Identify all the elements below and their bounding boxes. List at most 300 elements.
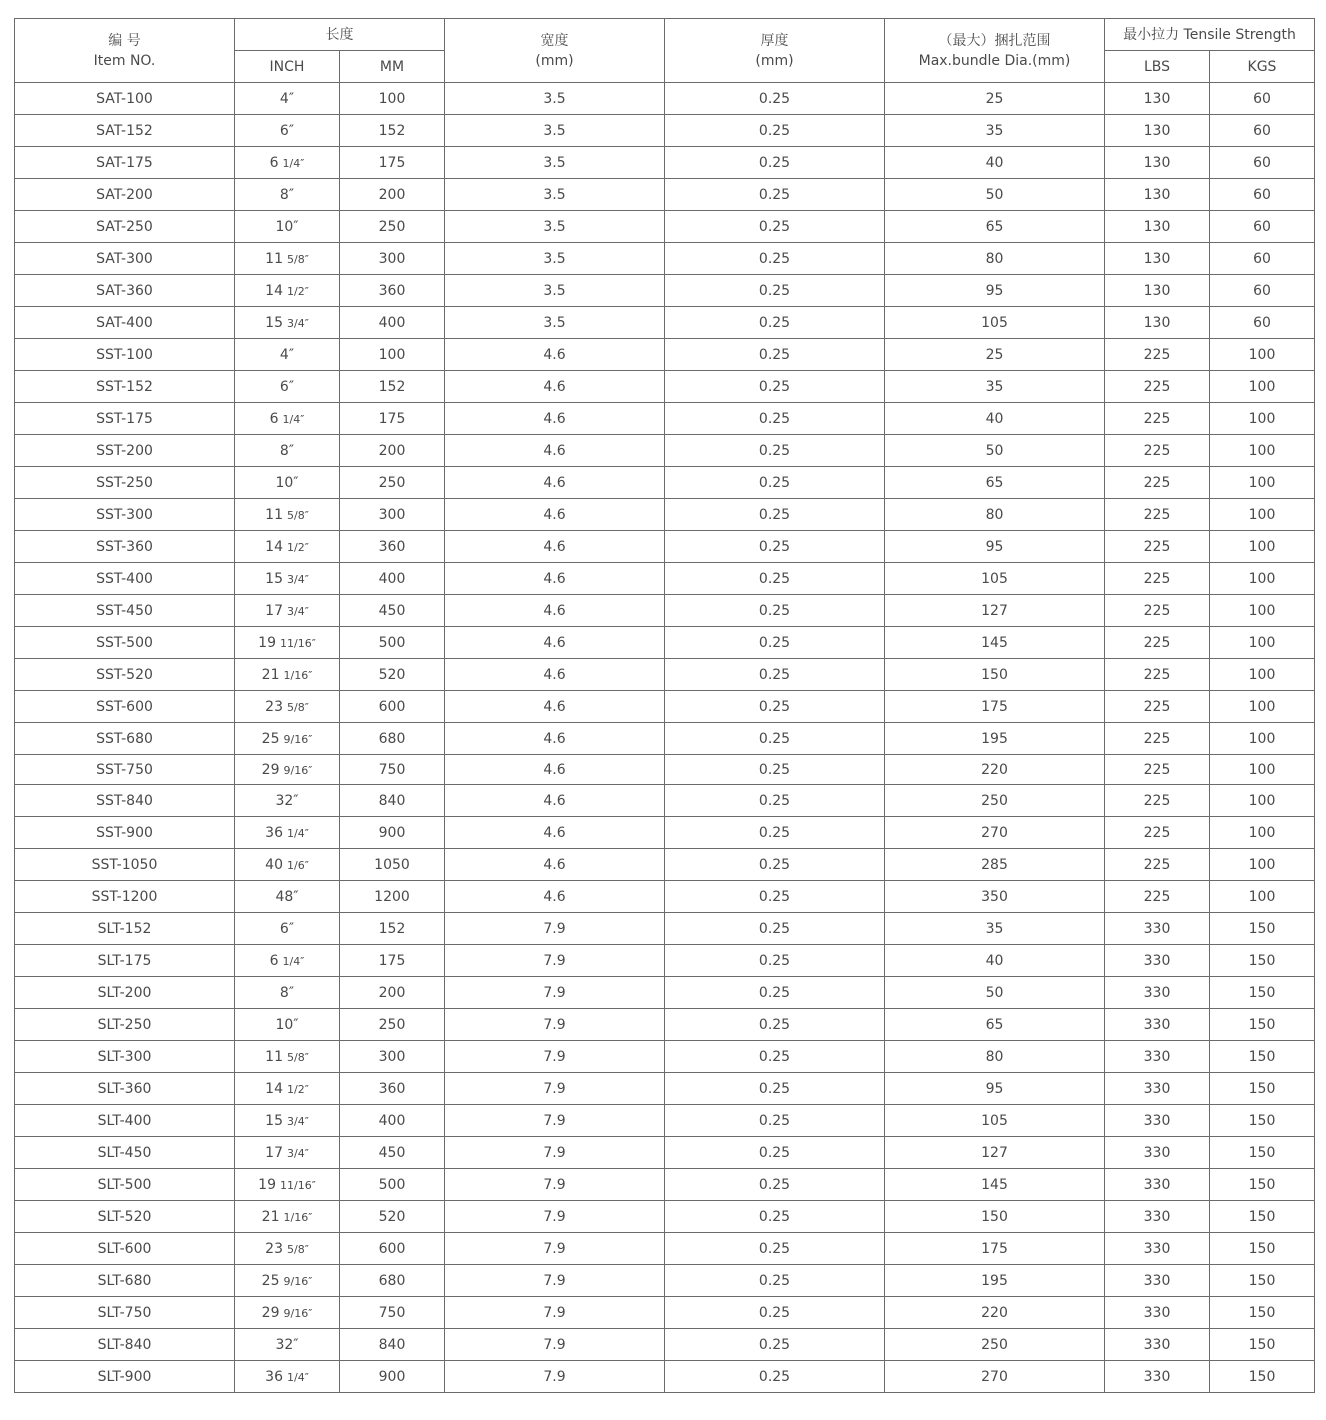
- cell-bundle: 25: [885, 339, 1105, 371]
- cell-thickness: 0.25: [665, 913, 885, 945]
- cell-thickness: 0.25: [665, 881, 885, 913]
- cell-inch: [235, 211, 340, 243]
- cell-item: SST-450: [15, 595, 235, 627]
- cell-inch-fraction: 1/16″: [283, 1210, 313, 1224]
- cell-thickness: 0.25: [665, 1041, 885, 1073]
- cell-inch: [235, 1041, 340, 1073]
- header-width: [445, 19, 665, 83]
- table-body: [15, 83, 1315, 1393]
- cell-item: SST-600: [15, 691, 235, 723]
- cell-bundle: 105: [885, 1105, 1105, 1137]
- cell-width: 4.6: [445, 371, 665, 403]
- cell-thickness: 0.25: [665, 307, 885, 339]
- header-thickness: [665, 19, 885, 83]
- cell-lbs: 225: [1105, 467, 1210, 499]
- cell-item: SAT-100: [15, 83, 235, 115]
- cell-kgs: 60: [1210, 179, 1315, 211]
- cell-thickness: 0.25: [665, 275, 885, 307]
- cell-thickness: 0.25: [665, 83, 885, 115]
- cell-inch-fraction: 5/8″: [287, 700, 309, 714]
- header-width-unit: (mm): [535, 52, 574, 69]
- cell-kgs: 100: [1210, 339, 1315, 371]
- cell-bundle: 250: [885, 785, 1105, 817]
- cell-width: 4.6: [445, 339, 665, 371]
- cell-bundle: 195: [885, 723, 1105, 755]
- cell-inch: [235, 179, 340, 211]
- header-bundle: [885, 19, 1105, 83]
- cell-item: SLT-152: [15, 913, 235, 945]
- cell-width: 4.6: [445, 755, 665, 785]
- cell-inch-fraction: 5/8″: [287, 508, 309, 522]
- table-row: [15, 595, 1315, 627]
- table-row: [15, 499, 1315, 531]
- cell-thickness: 0.25: [665, 147, 885, 179]
- cell-inch: [235, 881, 340, 913]
- cell-bundle: 175: [885, 691, 1105, 723]
- table-row: [15, 691, 1315, 723]
- table-row: [15, 211, 1315, 243]
- cell-mm: 250: [340, 1009, 445, 1041]
- cell-kgs: 150: [1210, 1105, 1315, 1137]
- cell-width: 4.6: [445, 531, 665, 563]
- cell-lbs: 225: [1105, 371, 1210, 403]
- header-tensile-kgs: KGS: [1210, 51, 1315, 83]
- cell-width: 7.9: [445, 1201, 665, 1233]
- cell-item: SAT-152: [15, 115, 235, 147]
- header-tensile-lbs: LBS: [1105, 51, 1210, 83]
- cell-lbs: 130: [1105, 179, 1210, 211]
- cell-kgs: 100: [1210, 435, 1315, 467]
- cell-lbs: 225: [1105, 849, 1210, 881]
- cell-bundle: 50: [885, 977, 1105, 1009]
- cell-item: SST-175: [15, 403, 235, 435]
- cell-thickness: 0.25: [665, 531, 885, 563]
- cell-bundle: 350: [885, 881, 1105, 913]
- cell-item: SST-1050: [15, 849, 235, 881]
- header-length: 长度: [235, 19, 445, 51]
- cell-mm: 250: [340, 211, 445, 243]
- cell-bundle: 80: [885, 1041, 1105, 1073]
- cell-inch: [235, 785, 340, 817]
- cell-width: 4.6: [445, 627, 665, 659]
- cell-item: SLT-520: [15, 1201, 235, 1233]
- table-row: [15, 1105, 1315, 1137]
- cell-width: 7.9: [445, 945, 665, 977]
- cell-bundle: 127: [885, 595, 1105, 627]
- table-header: [15, 19, 1315, 83]
- cell-thickness: 0.25: [665, 785, 885, 817]
- cell-inch-fraction: 1/2″: [287, 284, 309, 298]
- cell-width: 7.9: [445, 1041, 665, 1073]
- cell-thickness: 0.25: [665, 563, 885, 595]
- cell-width: 3.5: [445, 307, 665, 339]
- cell-inch-whole: 4″: [279, 346, 295, 363]
- cell-mm: 900: [340, 817, 445, 849]
- cell-inch: [235, 435, 340, 467]
- cell-mm: 200: [340, 977, 445, 1009]
- cell-inch-whole: 6″: [279, 920, 295, 937]
- cell-width: 7.9: [445, 1265, 665, 1297]
- cell-mm: 600: [340, 691, 445, 723]
- table-row: [15, 755, 1315, 785]
- cell-lbs: 130: [1105, 115, 1210, 147]
- cell-bundle: 250: [885, 1329, 1105, 1361]
- cell-width: 3.5: [445, 147, 665, 179]
- cell-mm: 680: [340, 723, 445, 755]
- cell-thickness: 0.25: [665, 817, 885, 849]
- table-row: [15, 1265, 1315, 1297]
- cell-inch: [235, 307, 340, 339]
- cell-item: SAT-175: [15, 147, 235, 179]
- cell-width: 7.9: [445, 1073, 665, 1105]
- cell-inch-whole: 10″: [275, 474, 299, 491]
- cell-inch: [235, 977, 340, 1009]
- cell-width: 4.6: [445, 723, 665, 755]
- cell-mm: 750: [340, 1297, 445, 1329]
- cell-lbs: 330: [1105, 945, 1210, 977]
- cell-lbs: 330: [1105, 1265, 1210, 1297]
- cell-bundle: 127: [885, 1137, 1105, 1169]
- cell-width: 3.5: [445, 115, 665, 147]
- cell-inch: [235, 849, 340, 881]
- cell-width: 3.5: [445, 179, 665, 211]
- header-tensile: 最小拉力 Tensile Strength: [1105, 19, 1315, 51]
- cell-inch-whole: 19: [258, 634, 276, 651]
- cell-item: SLT-450: [15, 1137, 235, 1169]
- cell-kgs: 100: [1210, 723, 1315, 755]
- cell-width: 7.9: [445, 1169, 665, 1201]
- cell-item: SST-750: [15, 755, 235, 785]
- cell-thickness: 0.25: [665, 339, 885, 371]
- cell-item: SAT-360: [15, 275, 235, 307]
- header-item-en: Item NO.: [93, 52, 156, 69]
- cell-mm: 300: [340, 1041, 445, 1073]
- cell-bundle: 150: [885, 1201, 1105, 1233]
- table-row: [15, 243, 1315, 275]
- header-length-mm: MM: [340, 51, 445, 83]
- cell-bundle: 40: [885, 403, 1105, 435]
- cell-inch: [235, 1105, 340, 1137]
- cell-mm: 1200: [340, 881, 445, 913]
- table-row: [15, 531, 1315, 563]
- cell-inch-whole: 6″: [279, 122, 295, 139]
- cell-lbs: 225: [1105, 403, 1210, 435]
- cell-thickness: 0.25: [665, 1105, 885, 1137]
- cell-inch-whole: 8″: [279, 442, 295, 459]
- cell-kgs: 60: [1210, 83, 1315, 115]
- cell-kgs: 60: [1210, 211, 1315, 243]
- table-row: [15, 723, 1315, 755]
- table-row: [15, 977, 1315, 1009]
- cell-inch: [235, 339, 340, 371]
- table-row: [15, 115, 1315, 147]
- table-row: [15, 659, 1315, 691]
- cell-thickness: 0.25: [665, 945, 885, 977]
- cell-mm: 152: [340, 913, 445, 945]
- cell-inch: [235, 755, 340, 785]
- table-row: [15, 179, 1315, 211]
- cell-item: SST-1200: [15, 881, 235, 913]
- table-row: [15, 881, 1315, 913]
- cell-lbs: 225: [1105, 659, 1210, 691]
- cell-thickness: 0.25: [665, 691, 885, 723]
- table-row: [15, 83, 1315, 115]
- cell-inch-whole: 8″: [279, 984, 295, 1001]
- cell-lbs: 330: [1105, 1041, 1210, 1073]
- cell-inch-fraction: 9/16″: [283, 1306, 313, 1320]
- cell-width: 3.5: [445, 211, 665, 243]
- cell-lbs: 130: [1105, 83, 1210, 115]
- cell-inch-fraction: 9/16″: [283, 763, 313, 777]
- cell-item: SST-100: [15, 339, 235, 371]
- cell-lbs: 225: [1105, 339, 1210, 371]
- cell-kgs: 150: [1210, 1265, 1315, 1297]
- cell-bundle: 50: [885, 179, 1105, 211]
- cell-thickness: 0.25: [665, 211, 885, 243]
- cell-bundle: 145: [885, 627, 1105, 659]
- cell-bundle: 95: [885, 275, 1105, 307]
- cell-kgs: 150: [1210, 1137, 1315, 1169]
- cell-bundle: 150: [885, 659, 1105, 691]
- cell-width: 4.6: [445, 785, 665, 817]
- cell-inch-whole: 11: [265, 506, 283, 523]
- cell-inch-whole: 15: [265, 570, 283, 587]
- cell-inch: [235, 1201, 340, 1233]
- cell-inch-whole: 10″: [275, 218, 299, 235]
- cell-inch-whole: 8″: [279, 186, 295, 203]
- cell-kgs: 60: [1210, 147, 1315, 179]
- cell-thickness: 0.25: [665, 371, 885, 403]
- cell-inch-whole: 14: [265, 282, 283, 299]
- cell-inch-fraction: 5/8″: [287, 1242, 309, 1256]
- cell-kgs: 100: [1210, 371, 1315, 403]
- cell-kgs: 100: [1210, 691, 1315, 723]
- cell-inch-whole: 36: [265, 1368, 283, 1385]
- cell-bundle: 145: [885, 1169, 1105, 1201]
- cell-inch: [235, 467, 340, 499]
- cell-item: SAT-400: [15, 307, 235, 339]
- table-row: [15, 339, 1315, 371]
- cell-inch-whole: 40: [265, 856, 283, 873]
- cell-inch: [235, 1137, 340, 1169]
- cell-thickness: 0.25: [665, 435, 885, 467]
- cell-thickness: 0.25: [665, 179, 885, 211]
- cell-inch-whole: 21: [261, 1208, 280, 1225]
- cell-inch: [235, 1073, 340, 1105]
- cell-thickness: 0.25: [665, 1297, 885, 1329]
- cell-inch-fraction: 1/2″: [287, 540, 309, 554]
- cell-mm: 152: [340, 371, 445, 403]
- cell-item: SLT-360: [15, 1073, 235, 1105]
- cell-inch: [235, 275, 340, 307]
- cell-inch-fraction: 5/8″: [287, 1050, 309, 1064]
- table-row: [15, 147, 1315, 179]
- cell-mm: 250: [340, 467, 445, 499]
- cell-width: 7.9: [445, 913, 665, 945]
- cell-width: 4.6: [445, 403, 665, 435]
- cell-lbs: 130: [1105, 243, 1210, 275]
- cell-bundle: 270: [885, 817, 1105, 849]
- cell-inch-whole: 17: [265, 1144, 283, 1161]
- table-row: [15, 1009, 1315, 1041]
- cell-width: 7.9: [445, 1105, 665, 1137]
- cell-width: 4.6: [445, 849, 665, 881]
- cell-width: 7.9: [445, 1361, 665, 1393]
- cell-inch-fraction: 11/16″: [280, 636, 316, 650]
- cell-thickness: 0.25: [665, 1329, 885, 1361]
- cell-inch-whole: 32″: [275, 1336, 299, 1353]
- cell-bundle: 65: [885, 467, 1105, 499]
- cell-inch-fraction: 9/16″: [283, 732, 313, 746]
- cell-width: 4.6: [445, 435, 665, 467]
- table-row: [15, 785, 1315, 817]
- table-row: [15, 371, 1315, 403]
- cell-inch: [235, 1233, 340, 1265]
- cell-thickness: 0.25: [665, 1361, 885, 1393]
- cell-width: 7.9: [445, 1009, 665, 1041]
- table-row: [15, 1169, 1315, 1201]
- cell-bundle: 65: [885, 211, 1105, 243]
- cell-thickness: 0.25: [665, 1137, 885, 1169]
- cell-inch: [235, 1297, 340, 1329]
- cell-lbs: 225: [1105, 723, 1210, 755]
- cell-lbs: 225: [1105, 499, 1210, 531]
- cell-mm: 152: [340, 115, 445, 147]
- cell-thickness: 0.25: [665, 627, 885, 659]
- cell-thickness: 0.25: [665, 755, 885, 785]
- cell-inch-fraction: 1/16″: [283, 668, 313, 682]
- cell-mm: 300: [340, 499, 445, 531]
- table-row: [15, 307, 1315, 339]
- cell-inch-whole: 17: [265, 602, 283, 619]
- cell-lbs: 225: [1105, 755, 1210, 785]
- cell-width: 4.6: [445, 563, 665, 595]
- cell-mm: 520: [340, 1201, 445, 1233]
- cell-inch: [235, 403, 340, 435]
- cell-inch-whole: 6″: [279, 378, 295, 395]
- cell-inch: [235, 723, 340, 755]
- cell-bundle: 65: [885, 1009, 1105, 1041]
- cell-inch: [235, 1361, 340, 1393]
- cell-inch-whole: 25: [261, 730, 280, 747]
- cell-kgs: 150: [1210, 1169, 1315, 1201]
- cell-inch-fraction: 5/8″: [287, 252, 309, 266]
- cell-inch: [235, 1009, 340, 1041]
- cell-inch-whole: 29: [261, 1304, 280, 1321]
- cell-lbs: 225: [1105, 595, 1210, 627]
- cell-bundle: 95: [885, 531, 1105, 563]
- cell-inch-fraction: 1/2″: [287, 1082, 309, 1096]
- cell-kgs: 100: [1210, 849, 1315, 881]
- cell-kgs: 150: [1210, 1041, 1315, 1073]
- table-row: [15, 467, 1315, 499]
- cell-inch-whole: 48″: [275, 888, 299, 905]
- cell-item: SLT-600: [15, 1233, 235, 1265]
- cell-width: 7.9: [445, 1137, 665, 1169]
- cell-lbs: 330: [1105, 1009, 1210, 1041]
- cell-width: 7.9: [445, 977, 665, 1009]
- cell-bundle: 80: [885, 499, 1105, 531]
- cell-inch-fraction: 3/4″: [287, 572, 309, 586]
- cell-thickness: 0.25: [665, 1201, 885, 1233]
- table-row: [15, 275, 1315, 307]
- cell-thickness: 0.25: [665, 659, 885, 691]
- cell-inch: [235, 595, 340, 627]
- cell-mm: 840: [340, 785, 445, 817]
- cell-bundle: 195: [885, 1265, 1105, 1297]
- cell-mm: 200: [340, 179, 445, 211]
- cell-mm: 175: [340, 945, 445, 977]
- cell-item: SST-152: [15, 371, 235, 403]
- cell-kgs: 100: [1210, 595, 1315, 627]
- cell-inch-whole: 29: [261, 761, 280, 778]
- cell-inch-fraction: 3/4″: [287, 1146, 309, 1160]
- cell-kgs: 100: [1210, 755, 1315, 785]
- cell-kgs: 150: [1210, 1009, 1315, 1041]
- cell-kgs: 150: [1210, 945, 1315, 977]
- cell-lbs: 225: [1105, 785, 1210, 817]
- cell-mm: 600: [340, 1233, 445, 1265]
- cell-thickness: 0.25: [665, 499, 885, 531]
- cell-kgs: 150: [1210, 1329, 1315, 1361]
- cell-thickness: 0.25: [665, 1169, 885, 1201]
- cell-lbs: 130: [1105, 147, 1210, 179]
- cell-lbs: 225: [1105, 563, 1210, 595]
- cell-inch: [235, 659, 340, 691]
- cell-kgs: 100: [1210, 881, 1315, 913]
- cell-inch-whole: 23: [265, 698, 283, 715]
- cell-kgs: 100: [1210, 531, 1315, 563]
- cell-bundle: 80: [885, 243, 1105, 275]
- cell-kgs: 100: [1210, 499, 1315, 531]
- cell-mm: 175: [340, 403, 445, 435]
- cell-mm: 360: [340, 1073, 445, 1105]
- cell-inch-whole: 25: [261, 1272, 280, 1289]
- cell-inch-fraction: 9/16″: [283, 1274, 313, 1288]
- cell-width: 3.5: [445, 275, 665, 307]
- cell-inch: [235, 371, 340, 403]
- cell-mm: 900: [340, 1361, 445, 1393]
- cell-kgs: 60: [1210, 307, 1315, 339]
- cell-item: SLT-250: [15, 1009, 235, 1041]
- cell-item: SST-900: [15, 817, 235, 849]
- cell-inch: [235, 1329, 340, 1361]
- table-row: [15, 435, 1315, 467]
- cell-kgs: 60: [1210, 243, 1315, 275]
- cell-bundle: 270: [885, 1361, 1105, 1393]
- cell-thickness: 0.25: [665, 849, 885, 881]
- cell-mm: 100: [340, 83, 445, 115]
- cell-inch: [235, 1169, 340, 1201]
- cell-bundle: 105: [885, 563, 1105, 595]
- cell-inch-whole: 11: [265, 250, 283, 267]
- spec-table: [14, 18, 1315, 1393]
- cell-mm: 400: [340, 563, 445, 595]
- cell-inch-fraction: 11/16″: [280, 1178, 316, 1192]
- table-row: [15, 1201, 1315, 1233]
- cell-mm: 400: [340, 1105, 445, 1137]
- cell-inch-fraction: 1/4″: [282, 156, 305, 170]
- cell-thickness: 0.25: [665, 723, 885, 755]
- cell-kgs: 100: [1210, 627, 1315, 659]
- cell-item: SAT-300: [15, 243, 235, 275]
- header-width-cn: 宽度: [540, 32, 569, 49]
- table-row: [15, 1361, 1315, 1393]
- cell-bundle: 285: [885, 849, 1105, 881]
- cell-item: SLT-400: [15, 1105, 235, 1137]
- cell-mm: 450: [340, 595, 445, 627]
- cell-bundle: 175: [885, 1233, 1105, 1265]
